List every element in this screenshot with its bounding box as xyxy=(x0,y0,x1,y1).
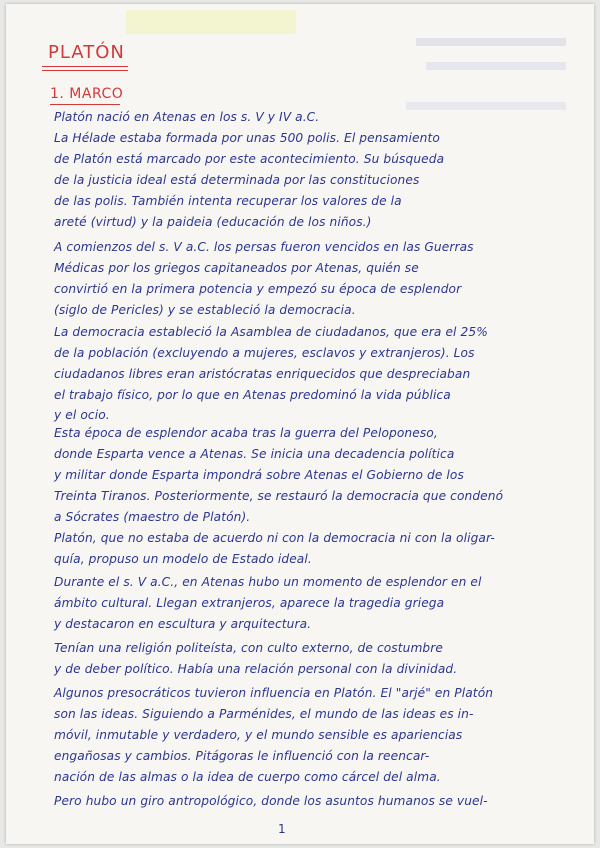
text-line: móvil, inmutable y verdadero, y el mundo sensible es apariencias xyxy=(54,728,463,742)
text-line: y de deber político. Había una relación personal con la divinidad. xyxy=(54,662,458,676)
text-line: de la justicia ideal está determinada por las constituciones xyxy=(54,173,420,187)
text-line: convirtió en la primera potencia y empezó su época de esplendor xyxy=(54,282,462,296)
text-line: y el ocio. xyxy=(54,408,110,422)
text-line: donde Esparta vence a Atenas. Se inicia una decadencia política xyxy=(54,447,455,461)
text-line: ciudadanos libres eran aristócratas enriquecidos que despreciaban xyxy=(54,367,471,381)
text-line: engañosas y cambios. Pitágoras le influenció con la reencar- xyxy=(54,749,430,763)
notebook-page xyxy=(6,4,594,844)
text-line: Platón nació en Atenas en los s. V y IV a.C. xyxy=(54,110,320,124)
text-line: quía, propuso un modelo de Estado ideal. xyxy=(54,552,312,566)
show-through-line xyxy=(426,62,566,70)
page-title: PLATÓN xyxy=(48,42,125,63)
title-underline xyxy=(42,66,128,67)
text-line: Esta época de esplendor acaba tras la guerra del Peloponeso, xyxy=(54,426,438,440)
text-line: de Platón está marcado por este acontecimiento. Su búsqueda xyxy=(54,152,445,166)
text-line: Treinta Tiranos. Posteriormente, se restauró la democracia que condenó xyxy=(54,489,504,503)
title-underline-2 xyxy=(42,70,128,71)
text-line: y destacaron en escultura y arquitectura. xyxy=(54,617,312,631)
show-through-line xyxy=(406,102,566,110)
text-line: y militar donde Esparta impondrá sobre Atenas el Gobierno de los xyxy=(54,468,464,482)
text-line: de las polis. También intenta recuperar los valores de la xyxy=(54,194,402,208)
section-heading: 1. MARCO xyxy=(50,86,124,102)
text-line: Pero hubo un giro antropológico, donde los asuntos humanos se vuel- xyxy=(54,794,488,808)
text-line: nación de las almas o la idea de cuerpo como cárcel del alma. xyxy=(54,770,441,784)
text-line: ámbito cultural. Llegan extranjeros, aparece la tragedia griega xyxy=(54,596,445,610)
page-number: 1 xyxy=(278,822,286,836)
text-line: A comienzos del s. V a.C. los persas fueron vencidos en las Guerras xyxy=(54,240,474,254)
text-line: a Sócrates (maestro de Platón). xyxy=(54,510,251,524)
section-underline xyxy=(50,104,120,105)
show-through-line xyxy=(416,38,566,46)
text-line: (siglo de Pericles) y se estableció la democracia. xyxy=(54,303,356,317)
text-line: Algunos presocráticos tuvieron influencia en Platón. El "arjé" en Platón xyxy=(54,686,494,700)
text-line: Durante el s. V a.C., en Atenas hubo un momento de esplendor en el xyxy=(54,575,482,589)
text-line: areté (virtud) y la paideia (educación de los niños.) xyxy=(54,215,372,229)
sticky-tab xyxy=(126,10,296,34)
text-line: Platón, que no estaba de acuerdo ni con la democracia ni con la oligar- xyxy=(54,531,495,545)
text-line: Médicas por los griegos capitaneados por Atenas, quién se xyxy=(54,261,419,275)
text-line: de la población (excluyendo a mujeres, esclavos y extranjeros). Los xyxy=(54,346,475,360)
text-line: La democracia estableció la Asamblea de ciudadanos, que era el 25% xyxy=(54,325,488,339)
text-line: Tenían una religión politeísta, con culto externo, de costumbre xyxy=(54,641,443,655)
text-line: La Hélade estaba formada por unas 500 polis. El pensamiento xyxy=(54,131,440,145)
text-line: el trabajo físico, por lo que en Atenas predominó la vida pública xyxy=(54,388,451,402)
text-line: son las ideas. Siguiendo a Parménides, el mundo de las ideas es in- xyxy=(54,707,474,721)
